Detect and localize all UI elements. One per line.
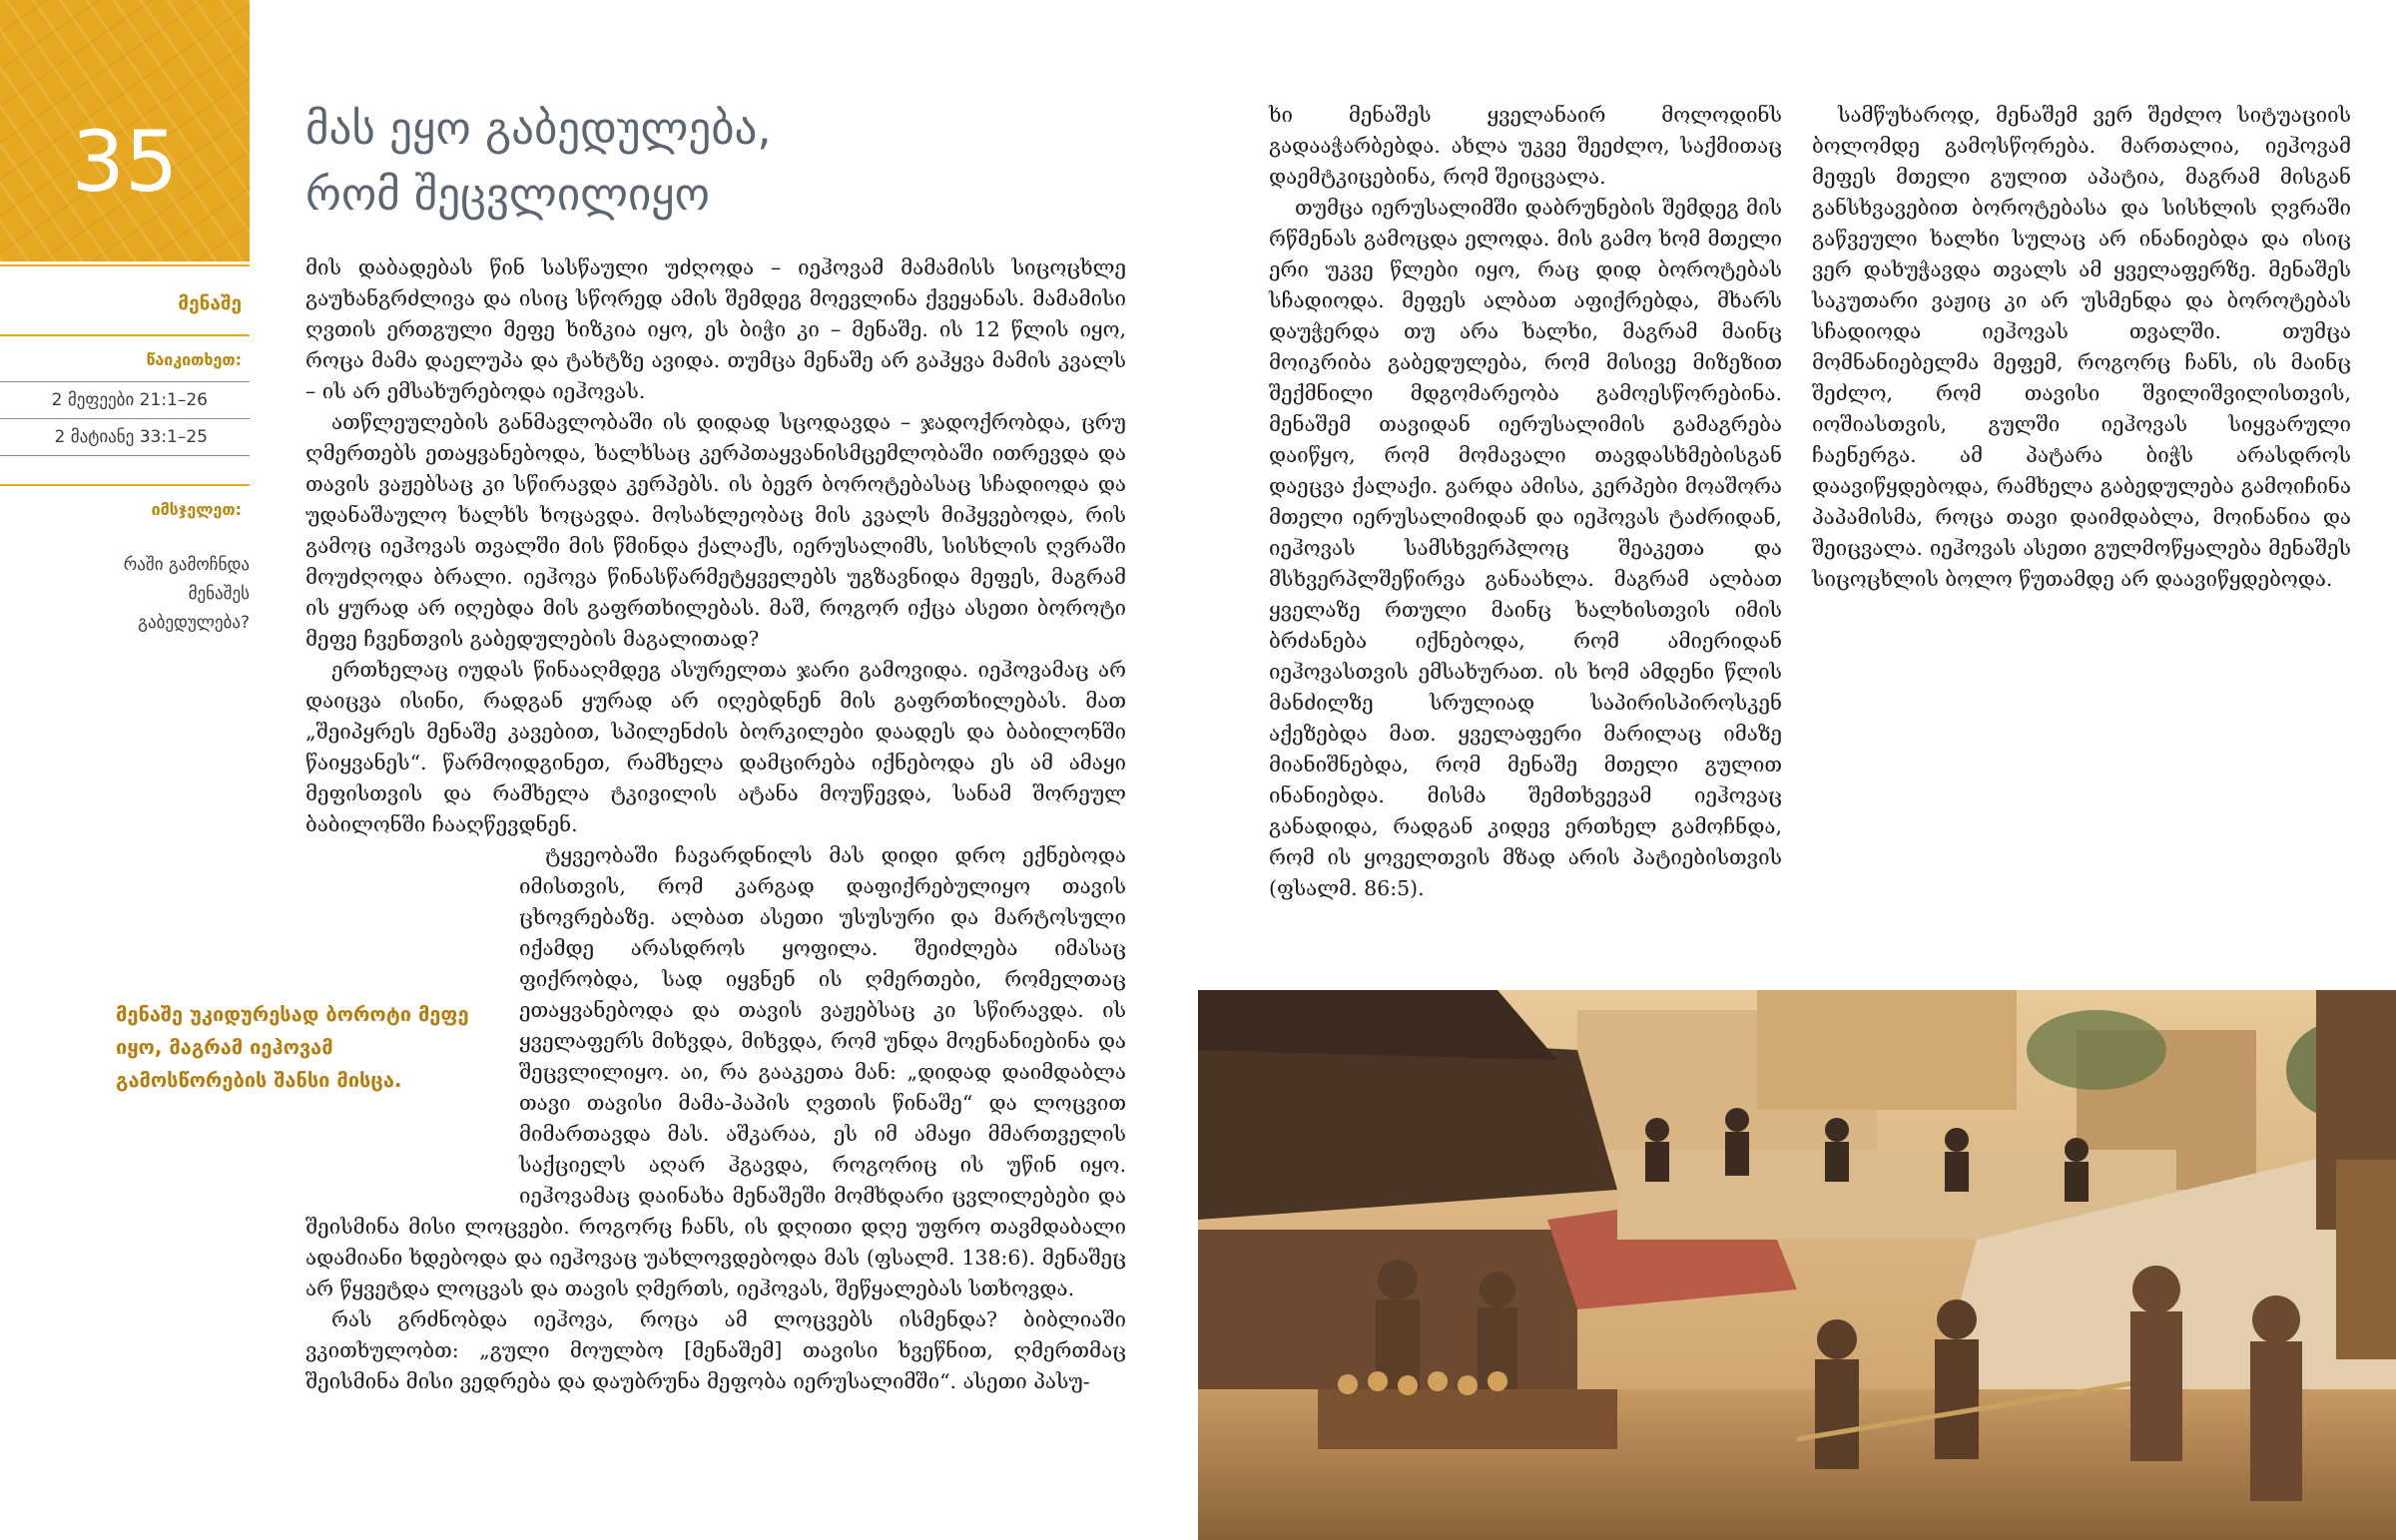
city-wall-construction-image [1198, 990, 2396, 1540]
paragraph: სამწუხაროდ, მენაშემ ვერ შეძლო სიტუაციის ბოლომდე გამოსწორება. მართალია, იეჰოვამ მეფეს მთელი გულით აპატია, მაგრამ მისგან განსხვავებით ბოროტებასა და სისხლის ღვრაში გაწვეული ხალხი სულაც არ ინანიებდა და ისიც ვერ დახუჭავდა თვალს ამ ყველაფერზე. მენაშეს საკუთარი ვაჟიც კი არ უსმენდა და ბოროტებას სჩადიოდა იეჰოვას თვალში. თუმცა მომნანიებელმა მეფემ, როგორც ჩანს, ის მაინც შეძლო, რომ თავისი შვილიშვილისთვის, იოშიასთვის, გულში იეჰოვას სიყვარული ჩაენერგა. ამ პატარა ბიჭს არასდროს დაავიწყდებოდა, რამხელა გაბედულება გამოიჩინა პაპამისმა, როცა თავი დაიმდაბლა, მოინანია და შეიცვალა. იეჰოვას ასეთი გულმოწყალება მენაშეს სიცოცხლის ბოლო წუთამდე არ დაავიწყდებოდა. [1812, 103, 2351, 591]
paragraph: ათწლეულების განმავლობაში ის დიდად სცოდავდა – ჯადოქრობდა, ცრუ ღმერთებს ეთაყვანებოდა, ხალხსაც კერპთაყვანისმცემლობაში ითრევდა და თავის ვაჟებსაც კი სწირავდა კერპებს. ის ბევრ ბოროტებასაც სჩადიოდა და უდანაშაულო ხალხს ხოცავდა. მოსახლეობაც მის კვალს მიჰყვებოდა, რის გამოც იეჰოვას თვალში მის წმინდა ქალაქს, იერუსალიმს, სისხლის ღვრაში მოუძღოდა ბრალი. იეჰოვა წინასწარმეტყველებს უგზავნიდა მეფეს, მაგრამ ის ყურად არ იღებდა მის გაფრთხილებას. მაშ, როგორ იქცა ასეთი ბოროტი მეფე ჩვენთვის გაბედულების მაგალითად? [305, 410, 1126, 651]
paragraph: ერთხელაც იუდას წინააღმდეგ ასურელთა ჯარი გამოვიდა. იეჰოვამაც არ დაიცვა ისინი, რადგან ყურად არ იღებდნენ მის გაფრთხილებას. მათ „შეიპყრეს მენაშე კავებით, სპილენძის ბორკილები დაადეს და ბაბილონში წაიყვანეს“. წარმოიდგინეთ, რამხელა დამცირება იქნებოდა ეს ამ ამაყი მეფისთვის და რამხელა ტკივილის ატანა მოუწევდა, სანამ შორეულ ბაბილონში ჩააღწევდნენ. [305, 658, 1126, 836]
chapter-tab [0, 0, 250, 261]
paragraph: ტყვეობაში ჩავარდნილს მას დიდი დრო ექნებოდა იმისთვის, რომ კარგად დაფიქრებულიყო თავის ცხოვრებაზე. ალბათ ასეთი უსუსური და მარტოსული იქამდე არასდროს ყოფილა. შეიძლება იმასაც ფიქრობდა, სად იყვნენ ის ღმერთები, რომელთაც ეთაყვანებოდა და თავის ვაჟებსაც კი სწირავდა. ის ყველაფერს მიხვდა, მიხვდა, რომ უნდა მოენანიებინა და შეცვლილიყო. აი, რა გააკეთა მან: „დიდად დაიმდაბლა თავი თავისი მამა-პაპის ღვთის წინაშე“ და ლოცვით მიმართავდა მას. აშკარაა, ეს იმ ამაყი მმართველის საქციელს აღარ ჰგავდა, როგორიც ის უწინ იყო. იეჰოვამაც დაინახა მენაშეში მომხდარი ცვლილებები და შეისმინა მისი ლოცვები. როგორც ჩანს, ის დღითი დღე უფრო თავმდაბალი ადამიანი ხდებოდა და იეჰოვაც უახლოვდებოდა მას (ფსალმ. 138:6). მენაშეც არ წყვეტდა ლოცვას და თავის ღმერთს, იეჰოვას, შეწყალებას სთხოვდა. [305, 843, 1126, 1300]
sidebar-read-label: წაიკითხეთ: [146, 350, 242, 369]
paragraph: რას გრძნობდა იეჰოვა, როცა ამ ლოცვებს ისმენდა? ბიბლიაში ვკითხულობთ: „გული მოულბო [მენაშემ] თავისი ხვეწნით, ღმერთმაც შეისმინა მისი ვედრება და დაუბრუნა მეფობა იერუსალიმში“. ასეთი პასუ- [305, 1307, 1126, 1393]
paragraph: თუმცა იერუსალიმში დაბრუნების შემდეგ მის რწმენას გამოცდა ელოდა. მის გამო ხომ მთელი ერი უკვე წლები იყო, რაც დიდ ბოროტებას სჩადიოდა. მეფეს ალბათ აფიქრებდა, მხარს დაუჭერდა თუ არა ხალხი, მაგრამ მაინც მოიკრიბა გაბედულება, რომ მისივე მიზეზით შექმნილი მდგომარეობა გამოესწორებინა. მენაშემ თავიდან იერუსალიმის გამაგრება დაიწყო, რომ მომავალი თავდასხმებისგან დაეცვა ქალაქი. გარდა ამისა, კერპები მოაშორა მთელი იერუსალიმიდან და იეჰოვას ტაძრიდან, იეჰოვას სამსხვერპლოც შეაკეთა და მსხვერპლშეწირვა განაახლა. მაგრამ ალბათ ყველაზე რთული მაინც ხალხისთვის იმის ბრძანება იქნებოდა, რომ ამიერიდან იეჰოვასთვის ემსახურათ. ის ხომ ამდენი წლის მანძილზე სრულიად საპირისპიროსკენ აქეზებდა მათ. ყველაფერი მარილაც იმაზე მიანიშნებდა, რომ მენაშე მთელი გულით ინანიებდა. მისმა შემთხვევამ იეჰოვაც განადიდა, რადგან კიდევ ერთხელ გამოჩნდა, რომ ის ყოველთვის მზად არის პატიებისთვის (ფსალმ. 86:5). [1269, 196, 1782, 900]
sidebar-ref-1: 2 მეფეები 21:1–26 [0, 381, 250, 418]
pull-quote: მენაშე უკიდურესად ბოროტი მეფე იყო, მაგრამ იეჰოვამ გამოსწორების შანსი მისცა. [116, 1002, 469, 1092]
sidebar-lesson-label: იმსჯელეთ: [151, 500, 242, 519]
paragraph: მის დაბადებას წინ სასწაული უძღოდა – იეჰოვამ მამამისს სიცოცხლე გაუხანგრძლივა და ისიც სწორედ ამის შემდეგ მოევლინა ქვეყანას. მამამისი ღვთის ერთგული მეფე ხიზკია იყო, ეს ბიჭი კი – მენაშე. ის 12 წლის იყო, როცა მამა დაელუპა და ტახტზე ავიდა. თუმცა მენაშე არ გაჰყვა მამის კვალს – ის არ ემსახურებოდა იეჰოვას. [305, 256, 1126, 403]
illustration-painting [1198, 990, 2396, 1540]
sidebar [0, 264, 250, 638]
chapter-title: მას ეყო გაბედულება, რომ შეცვლილიყო [305, 102, 772, 221]
sidebar-ref-2: 2 მატიანე 33:1–25 [0, 418, 250, 456]
chapter-number: 35 [71, 113, 179, 211]
text-column-1 [305, 253, 1126, 1397]
text-column-2 [1269, 100, 1782, 904]
sidebar-question: რაში გამოჩნდა მენაშეს გაბედულება? [123, 555, 250, 633]
text-column-3 [1812, 100, 2351, 595]
sidebar-person-name: მენაშე [0, 264, 250, 336]
paragraph: ხი მენაშეს ყველანაირ მოლოდინს გადააჭარბებდა. ახლა უკვე შეეძლო, საქმითაც დაემტკიცებინა, რომ შეიცვალა. [1269, 103, 1782, 189]
